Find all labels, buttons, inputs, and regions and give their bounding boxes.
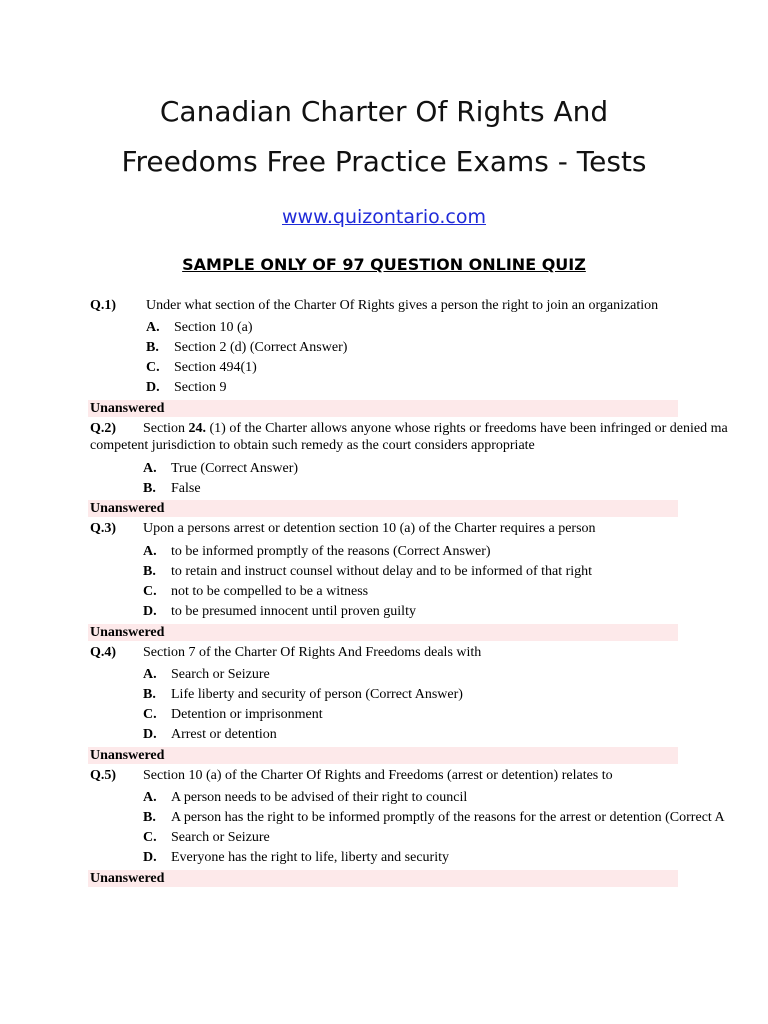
option-letter: D. bbox=[143, 727, 157, 742]
option-text: to be presumed innocent until proven guilty bbox=[171, 604, 416, 619]
option-text: Everyone has the right to life, liberty and security bbox=[171, 850, 449, 865]
question-text: Section 7 of the Charter Of Rights And Freedoms deals with bbox=[143, 645, 482, 660]
option-text: to be informed promptly of the reasons (Correct Answer) bbox=[171, 544, 491, 559]
page-title-line-1: Canadian Charter Of Rights And bbox=[159, 95, 609, 128]
option-text: A person has the right to be informed promptly of the reasons for the arrest or detention (Correct A bbox=[171, 810, 725, 825]
option-letter: D. bbox=[146, 380, 160, 395]
question-text: Under what section of the Charter Of Rights gives a person the right to join an organization bbox=[146, 298, 659, 313]
question-text bbox=[143, 420, 728, 437]
option-text: A person needs to be advised of their right to council bbox=[171, 790, 468, 805]
option-letter: C. bbox=[143, 830, 157, 845]
website-link[interactable]: www.quizontario.com bbox=[281, 206, 487, 228]
sample-subtitle: SAMPLE ONLY OF 97 QUESTION ONLINE QUIZ bbox=[182, 255, 586, 274]
option-text: Section 2 (d) (Correct Answer) bbox=[174, 340, 348, 355]
option-letter: A. bbox=[143, 667, 157, 682]
option-letter: B. bbox=[146, 340, 159, 355]
option-letter: B. bbox=[143, 810, 156, 825]
section-number: 24. bbox=[188, 421, 206, 436]
answer-status: Unanswered bbox=[88, 500, 678, 517]
option-letter: B. bbox=[143, 481, 156, 496]
answer-status: Unanswered bbox=[88, 624, 678, 641]
option-text: to retain and instruct counsel without delay and to be informed of that right bbox=[171, 564, 593, 579]
answer-status: Unanswered bbox=[88, 400, 678, 417]
option-text: Search or Seizure bbox=[171, 667, 270, 682]
answer-status: Unanswered bbox=[88, 747, 678, 764]
answer-status: Unanswered bbox=[88, 870, 678, 887]
option-letter: C. bbox=[143, 707, 157, 722]
page-title-line-2: Freedoms Free Practice Exams - Tests bbox=[121, 145, 647, 178]
option-text: Detention or imprisonment bbox=[171, 707, 323, 722]
option-text: False bbox=[171, 481, 201, 496]
question-number: Q.5) bbox=[90, 768, 117, 783]
option-letter: A. bbox=[143, 790, 157, 805]
question-text-line-2: competent jurisdiction to obtain such remedy as the court considers appropriate bbox=[90, 438, 535, 453]
option-letter: D. bbox=[143, 850, 157, 865]
question-number: Q.4) bbox=[90, 645, 117, 660]
option-letter: A. bbox=[143, 461, 157, 476]
option-letter: B. bbox=[143, 687, 156, 702]
question-number: Q.1) bbox=[90, 298, 117, 313]
option-letter: A. bbox=[146, 320, 160, 335]
option-text: True (Correct Answer) bbox=[171, 461, 299, 476]
question-number: Q.2) bbox=[90, 421, 117, 436]
option-text: Section 10 (a) bbox=[174, 320, 253, 335]
option-letter: B. bbox=[143, 564, 156, 579]
question-number: Q.3) bbox=[90, 521, 117, 536]
option-letter: A. bbox=[143, 544, 157, 559]
option-text: Arrest or detention bbox=[171, 727, 277, 742]
question-text: Section 10 (a) of the Charter Of Rights and Freedoms (arrest or detention) relates to bbox=[143, 768, 613, 783]
option-letter: C. bbox=[143, 584, 157, 599]
option-text: Section 9 bbox=[174, 380, 227, 395]
option-letter: D. bbox=[143, 604, 157, 619]
option-text: Section 494(1) bbox=[174, 360, 257, 375]
option-text: Life liberty and security of person (Correct Answer) bbox=[171, 687, 463, 702]
option-text: Search or Seizure bbox=[171, 830, 270, 845]
option-text: not to be compelled to be a witness bbox=[171, 584, 369, 599]
question-text-prefix: Section bbox=[143, 421, 189, 436]
option-letter: C. bbox=[146, 360, 160, 375]
question-text-rest: (1) of the Charter allows anyone whose rights or freedoms have been infringed or denied ma bbox=[206, 421, 728, 436]
question-text: Upon a persons arrest or detention section 10 (a) of the Charter requires a person bbox=[143, 521, 596, 536]
